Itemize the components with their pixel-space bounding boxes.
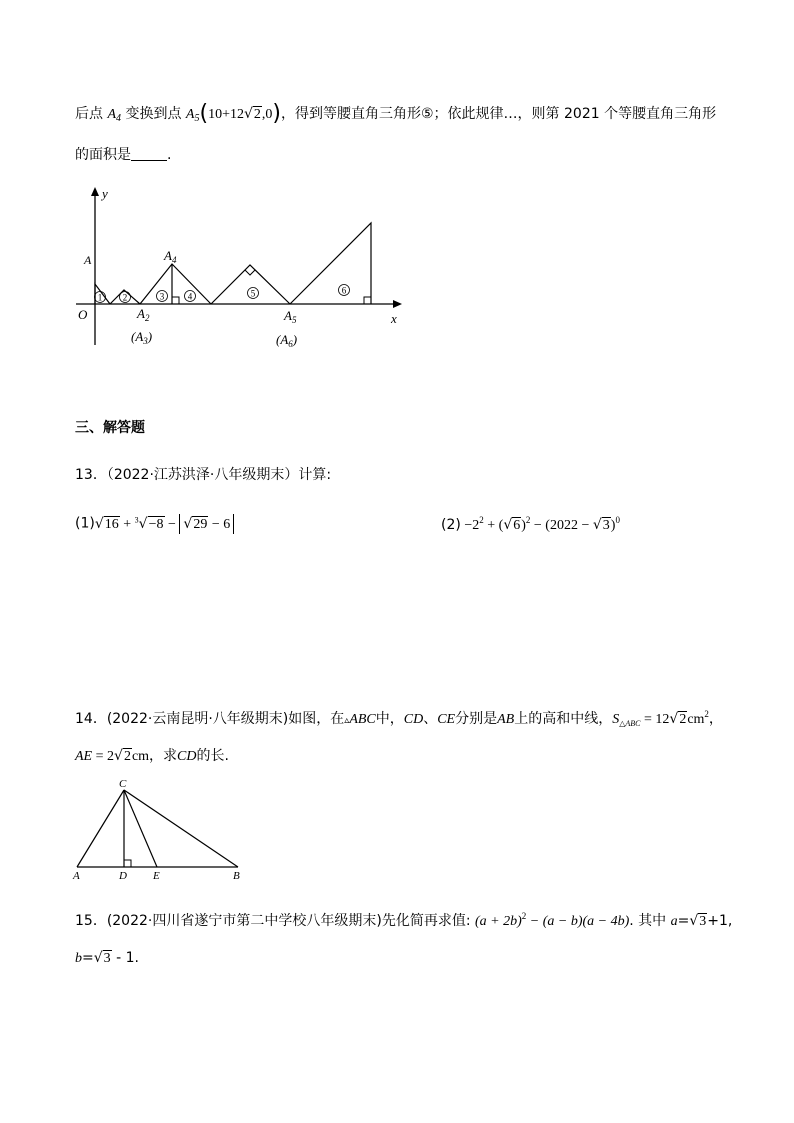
q14-text-gao: 上的高和中线，: [514, 711, 613, 727]
y-axis-label: y: [102, 186, 108, 201]
svg-text:4: 4: [187, 291, 193, 302]
q14-ask-1: ，求: [149, 748, 178, 764]
svg-text:2: 2: [122, 292, 128, 303]
x-axis-label: x: [391, 311, 397, 326]
q15-a-eq: =: [677, 913, 690, 929]
q13-header: 13．（2022·江苏洪泽·八年级期末）计算:: [75, 467, 332, 483]
q15-line-2: [75, 948, 139, 969]
triangle-abc: ABC: [349, 712, 376, 727]
point-a4: $A_4$: [107, 107, 122, 124]
q13-part-2: [441, 510, 620, 536]
label-a4: $A_4$: [164, 248, 177, 265]
q13-part-1-label: (1): [75, 515, 95, 532]
q15-b-eq: =: [82, 950, 94, 966]
circled-number-6: [339, 285, 350, 296]
q14-dun: 、: [423, 711, 438, 727]
q12-ask: 的面积是: [75, 147, 131, 163]
circled-number-3: [157, 291, 168, 302]
triangle-sequence-figure: [0, 0, 794, 400]
origin-label: O: [78, 307, 88, 322]
right-angle-mark-d: [124, 860, 131, 867]
q13-part-1-expression: √16 + $^3$√−8 − √29 − 6: [95, 517, 234, 532]
point-a-label: A: [84, 253, 92, 267]
b-value: √3: [93, 950, 111, 966]
label-a3: $(A_3)$: [131, 329, 153, 346]
q14-comma: ，: [708, 711, 723, 727]
q15-plus1: +1,: [707, 913, 733, 929]
triangle-symbol: ▵: [344, 715, 350, 726]
svg-text:5: 5: [250, 288, 256, 299]
x-axis-arrow: [393, 300, 402, 308]
q14-text-fenbie: 分别是: [455, 711, 498, 727]
label-a5: $A_5$: [284, 308, 297, 325]
right-angle-mark-6: [364, 297, 371, 304]
y-axis-arrow: [91, 187, 99, 196]
q15-dot: .: [629, 913, 639, 929]
side-ac: [77, 790, 124, 867]
svg-text:1: 1: [97, 292, 103, 303]
q14-prefix: 14．(2022·云南昆明·八年级期末)如图，在: [75, 711, 345, 727]
circled-number-2: [120, 292, 131, 303]
coord-close-paren: ): [272, 101, 281, 126]
point-a5-coordinate: 10+12√2,0: [208, 106, 273, 122]
var-a: a: [670, 914, 678, 929]
q13-part-2-expression: $-2^2 + (√6)^2 - (2022 - √3)^0$: [460, 515, 620, 533]
segment-cd: CD: [403, 712, 424, 727]
q12-text-3: ，得到等腰直角三角形⑤；依此规律…，则第 2021 个等腰直角三角形: [281, 106, 717, 122]
q12-text-1: 后点: [75, 106, 108, 122]
point-e-label: E: [153, 870, 160, 880]
circled-number-4: [185, 291, 196, 302]
q14-text-zhong: 中，: [375, 711, 404, 727]
q15-minus1: - 1.: [111, 950, 139, 966]
q14-line-2: [75, 746, 229, 767]
q14-ask-2: 的长.: [196, 748, 229, 764]
vertex-c-label: C: [119, 778, 127, 790]
q12-period: .: [167, 147, 172, 163]
triangles-3-4: [140, 264, 211, 304]
right-angle-mark-5: [245, 270, 255, 275]
q15-prefix: 15．(2022·四川省遂宁市第二中学校八年级期末)先化简再求值:: [75, 913, 475, 929]
a-value: √3: [689, 913, 707, 929]
label-a6: $(A_6)$: [276, 332, 298, 349]
q14-line-1: [75, 704, 723, 734]
vertex-b-label: B: [233, 870, 240, 880]
coord-open-paren: (: [199, 101, 209, 126]
q15-expression: $(a + 2b)^2 - (a - b)(a - 4b)$: [474, 911, 630, 929]
section-title: 三、解答题: [75, 420, 145, 436]
area-expression: $S_{\triangle ABC} = 12√2cm^2$: [612, 709, 709, 728]
circled-number-5: [248, 288, 259, 299]
q12-text-2: 变换到点: [121, 106, 186, 122]
point-d-label: D: [119, 870, 127, 880]
vertex-a-label: A: [73, 870, 80, 880]
svg-text:6: 6: [341, 285, 347, 296]
segment-ae: AE: [75, 749, 93, 764]
q13-part-1: [75, 510, 234, 535]
triangle-6: [290, 223, 371, 304]
segment-cd-ask: CD: [177, 749, 197, 764]
q15-line-1: [75, 906, 732, 932]
point-a5: $A_5$: [185, 107, 200, 124]
var-b: b: [75, 951, 82, 966]
ae-value: = 2√2cm: [92, 748, 150, 764]
segment-ab: AB: [497, 712, 515, 727]
triangle-abc-figure: [0, 770, 794, 880]
right-angle-mark-a4: [172, 297, 179, 304]
svg-text:3: 3: [159, 291, 165, 302]
segment-ce: CE: [437, 712, 456, 727]
label-a2: $A_2$: [137, 306, 150, 323]
q15-qizhong: 其中: [638, 913, 671, 929]
absolute-value: √29 − 6: [179, 514, 234, 534]
circled-number-1: [95, 292, 106, 303]
q13-part-2-label: (2): [441, 517, 461, 533]
